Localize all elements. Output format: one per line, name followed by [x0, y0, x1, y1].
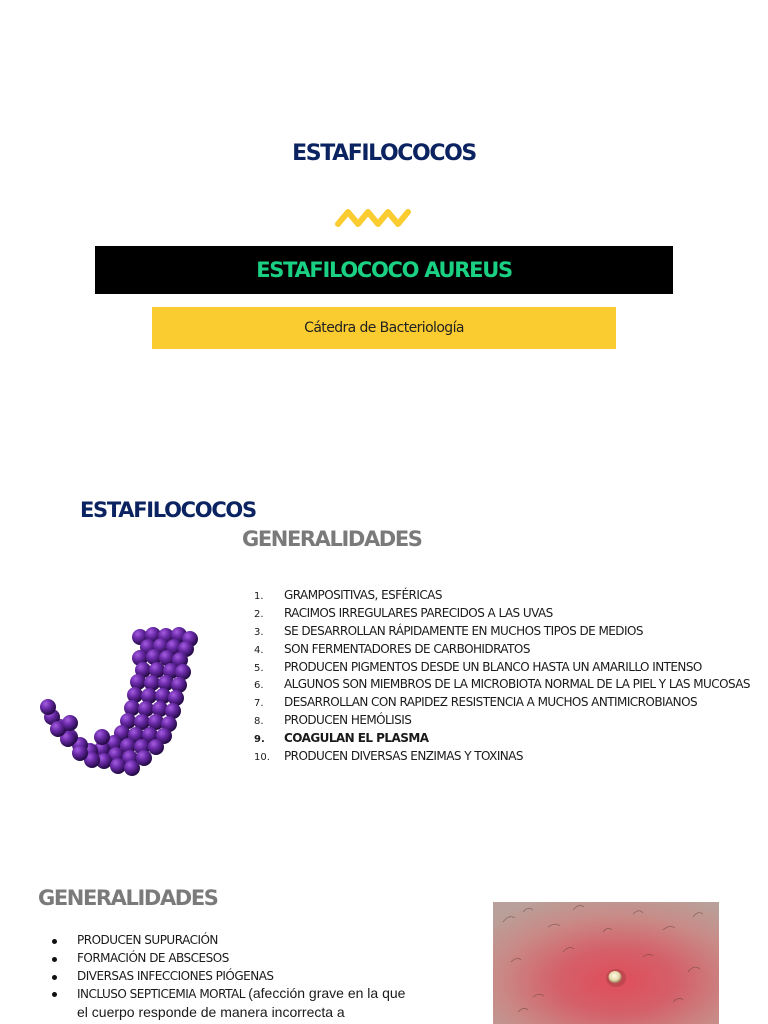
bullet-item: PRODUCEN SUPURACIÓN [52, 932, 412, 950]
bullet-list [52, 932, 412, 1023]
list-item: 3. SE DESARROLLAN RÁPIDAMENTE EN MUCHOS TIPOS DE MEDIOS [254, 623, 643, 638]
list-item: 10. PRODUCEN DIVERSAS ENZIMAS Y TOXINAS [254, 749, 523, 764]
section-subtitle: GENERALIDADES [242, 527, 422, 551]
slide-title: ESTAFILOCOCOS [292, 141, 476, 166]
skin-abscess-photo [493, 902, 719, 1024]
list-item: 5. PRODUCEN PIGMENTOS DESDE UN BLANCO HASTA UN AMARILLO INTENSO [254, 659, 702, 674]
bullet-icon [52, 957, 57, 962]
coccus-sphere [62, 715, 78, 731]
zigzag-decoration-icon [334, 204, 414, 230]
bullet-item: DIVERSAS INFECCIONES PIÓGENAS [52, 968, 412, 986]
species-banner-text: ESTAFILOCOCO AUREUS [256, 258, 512, 282]
section-title: ESTAFILOCOCOS [80, 498, 256, 522]
coccus-sphere [40, 699, 56, 715]
staphylococcus-cluster-image [40, 625, 205, 780]
coccus-sphere [148, 739, 164, 755]
bullet-item: INCLUSO SEPTICEMIA MORTAL (afección grave en la que el cuerpo responde de manera incorrecta a [52, 985, 412, 1023]
coccus-sphere [94, 729, 110, 745]
list-item: 8. PRODUCEN HEMÓLISIS [254, 713, 412, 728]
section-title-generalidades: GENERALIDADES [38, 886, 218, 910]
bullet-item: FORMACIÓN DE ABSCESOS [52, 950, 412, 968]
list-item: 2. RACIMOS IRREGULARES PARECIDOS A LAS UVAS [254, 605, 553, 620]
bullet-icon [52, 992, 57, 997]
list-item: 7. DESARROLLAN CON RAPIDEZ RESISTENCIA A MUCHOS ANTIMICROBIANOS [254, 695, 698, 710]
species-banner [95, 246, 673, 294]
coccus-sphere [72, 745, 88, 761]
generalidades-list [254, 587, 750, 766]
list-item-highlighted: 9. COAGULAN EL PLASMA [254, 731, 429, 746]
bullet-icon [52, 939, 57, 944]
department-banner-text: Cátedra de Bacteriología [304, 320, 464, 336]
coccus-sphere [124, 760, 140, 776]
list-item: 4. SON FERMENTADORES DE CARBOHIDRATOS [254, 641, 530, 656]
list-item: 6. ALGUNOS SON MIEMBROS DE LA MICROBIOTA NORMAL DE LA PIEL Y LAS MUCOSAS [254, 677, 750, 692]
bullet-icon [52, 975, 57, 980]
department-banner [152, 307, 616, 349]
coccus-sphere [110, 758, 126, 774]
list-item: 1. GRAMPOSITIVAS, ESFÉRICAS [254, 588, 442, 602]
